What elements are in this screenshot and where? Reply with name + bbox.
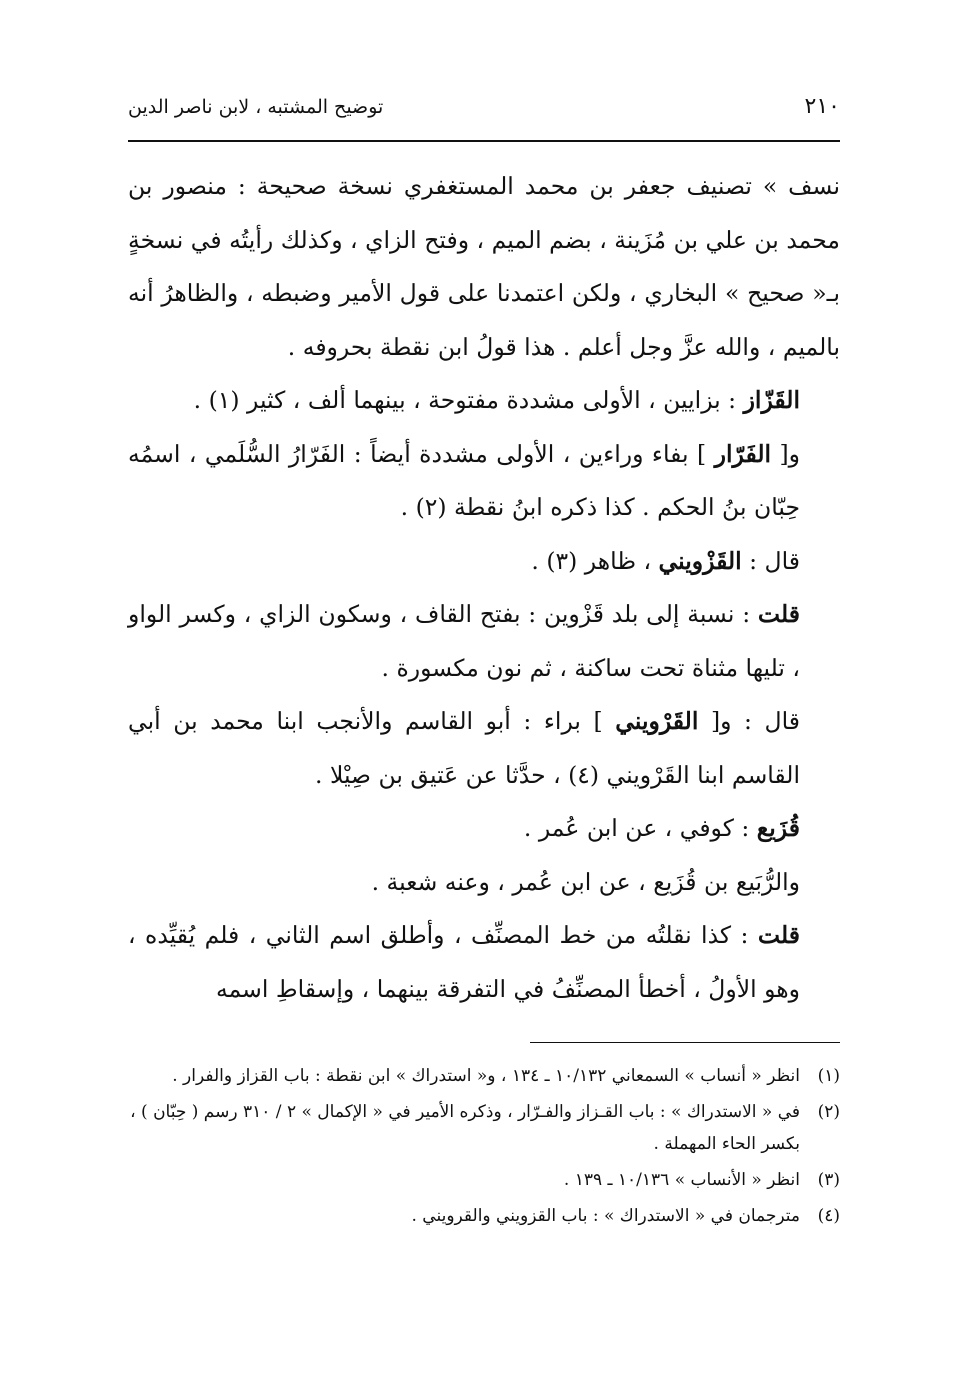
entry-keyword: القَزْويني — [658, 546, 742, 575]
header-rule — [128, 140, 840, 142]
paragraph: قلت : نسبة إلى بلد قَزْوين : بفتح القاف ، وسكون الزاي ، وكسر الواو ، تليها مثناة تحت ساكنة ، ثم نون مكسورة . — [128, 600, 800, 682]
footnote-rule — [530, 1042, 840, 1043]
body-text — [128, 160, 840, 1016]
paragraph: القَزّاز : بزايين ، الأولى مشددة مفتوحة ، بينهما ألف ، كثير (١) . — [193, 386, 800, 414]
entry-keyword: الفَرّار — [714, 439, 772, 468]
footnote: (٤)مترجمان في « الاستدراك » : باب القزويني والقرويني . — [128, 1200, 840, 1232]
footnote-number: (٢) — [817, 1102, 840, 1122]
footnote-number: (٤) — [817, 1206, 840, 1226]
entry-keyword: قلت — [757, 921, 800, 949]
footnote-number: (١) — [817, 1066, 840, 1086]
page-number: ٢١٠ — [804, 94, 840, 119]
entry-keyword: قلت — [757, 600, 800, 628]
footnote: (٢)في « الاستدراك » : باب القـزاز والفـرّار ، وذكره الأمير في « الإكمال » ٢ / ٣١٠ رسم ( حِبّان ) ، بكسر الحاء المهملة . — [128, 1096, 840, 1160]
entry-keyword: القَزّاز — [743, 386, 800, 414]
paragraph: والرُّبَيع بن قُزَيع ، عن ابن عُمر ، وعنه شعبة . — [371, 867, 800, 896]
paragraph: قال : القَزْويني ، ظاهر (٣) . — [531, 546, 800, 575]
paragraph: قلت : كذا نقلتُه من خط المصنِّف ، وأطلق اسم الثاني ، فلم يُقيِّده ، وهو الأولُ ، أخطأ المصنِّفُ في التفرقة بينهما ، وإسقاطِ اسمه — [128, 921, 800, 1003]
running-title: توضيح المشتبه ، لابن ناصر الدين — [128, 96, 384, 118]
page-header — [128, 90, 840, 126]
footnotes — [128, 1060, 840, 1236]
paragraph: و[ الفَرّار ] بفاء وراءين ، الأولى مشددة أيضاً : الفَرّارُ السُّلَمي ، اسمُه حِبّان بنُ الحكم . كذا ذكره ابنُ نقطة (٢) . — [128, 439, 800, 521]
paragraph: قال : و[ القَرْويني ] براء : أبو القاسم والأنجب ابنا محمد بن أبي القاسم ابنا القَرْويني (٤) ، حدَّثا عن عَتيق بن صِيْلا . — [128, 707, 800, 789]
entry-keyword: قُزَيع — [756, 814, 800, 842]
footnote-number: (٣) — [817, 1170, 840, 1190]
footnote: (١)انظر « أنساب » السمعاني ١٠/١٣٢ ـ ١٣٤ ، و« استدراك » ابن نقطة : باب القزاز والفرار . — [128, 1060, 840, 1092]
paragraph: نسف » تصنيف جعفر بن محمد المستغفري نسخة صحيحة : منصور بن محمد بن علي بن مُزَينة ، بضم الميم ، وفتح الزاي ، وكذلك رأيتُه في نسخةٍ بـ« صحيح » البخاري ، ولكن اعتمدنا على قول الأمير وضبطه ، والظاهرُ أنه بالميم ، والله عزَّ وجل أعلم . هذا قولُ ابن نقطة بحروفه . — [128, 172, 840, 361]
footnote: (٣)انظر « الأنساب » ١٠/١٣٦ ـ ١٣٩ . — [128, 1164, 840, 1196]
entry-keyword: القَرْويني — [615, 707, 699, 735]
paragraph: قُزَيع : كوفي ، عن ابن عُمر . — [523, 814, 800, 842]
